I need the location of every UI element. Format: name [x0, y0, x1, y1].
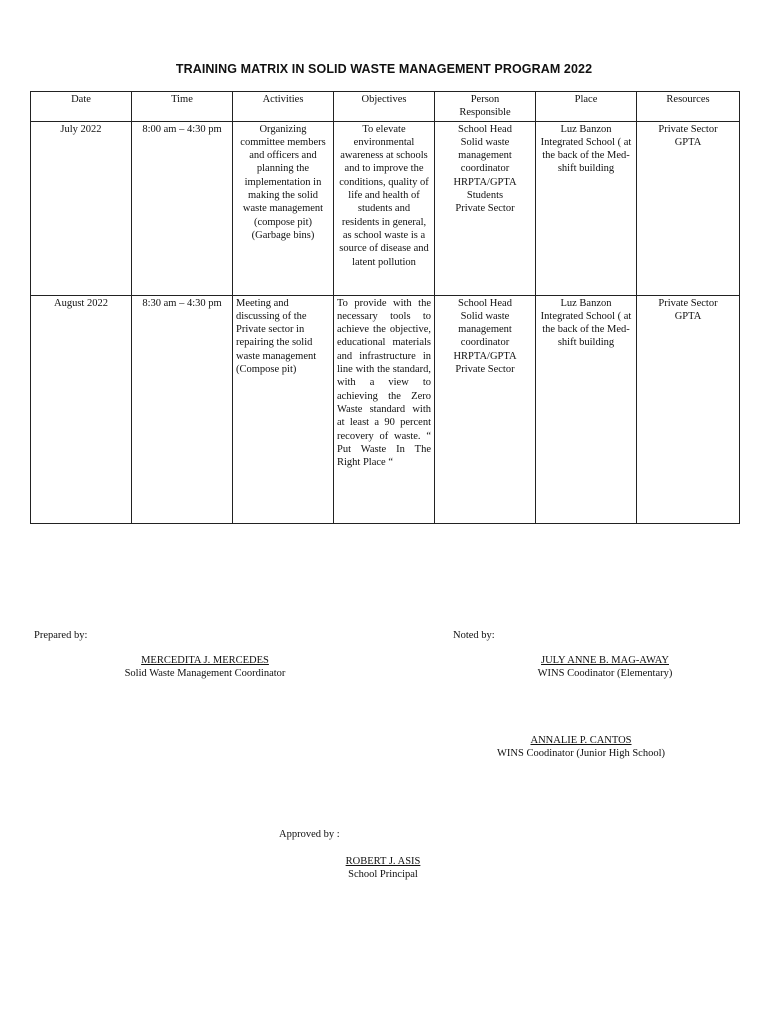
person-line: HRPTA/GPTA: [453, 350, 517, 362]
cell-time: 8:30 am – 4:30 pm: [132, 295, 233, 523]
person-line: Solid waste management coordinator: [458, 136, 512, 175]
resource-line: Private Sector: [658, 123, 718, 135]
prepared-by-name: MERCEDITA J. MERCEDES: [141, 655, 269, 666]
header-objectives: Objectives: [334, 92, 435, 122]
person-line: School Head: [458, 297, 512, 309]
cell-date: August 2022: [31, 295, 132, 523]
cell-place: Luz Banzon Integrated School ( at the back of the Med-shift building: [536, 121, 637, 295]
cell-person-responsible: [435, 295, 536, 523]
noted-by-block-2: [436, 734, 726, 760]
approved-by-block: [253, 855, 513, 881]
approved-by-label: Approved by :: [279, 829, 340, 840]
header-place: Place: [536, 92, 637, 122]
header-date: Date: [31, 92, 132, 122]
noted-by-block-1: [460, 654, 750, 680]
person-line: Private Sector: [455, 364, 515, 376]
prepared-by-title: Solid Waste Management Coordinator: [124, 668, 286, 679]
person-line: Private Sector: [455, 203, 515, 215]
cell-person-responsible: [435, 121, 536, 295]
resource-line: GPTA: [674, 136, 702, 148]
noted-by-name-1: JULY ANNE B. MAG-AWAY: [541, 655, 669, 666]
prepared-by-block: [60, 654, 350, 680]
cell-resources: [637, 295, 740, 523]
approved-by-name: ROBERT J. ASIS: [345, 856, 421, 867]
cell-objectives: To provide with the necessary tools to achieve the objective, educational materials and infrastructure in line with the standard, with a view to achieving the Zero Waste standard with at least a 90 percent recovery of waste. “ Put Waste In The Right Place “: [334, 295, 435, 523]
prepared-by-label: Prepared by:: [34, 630, 88, 641]
header-activities: Activities: [233, 92, 334, 122]
cell-date: July 2022: [31, 121, 132, 295]
noted-by-label: Noted by:: [453, 630, 495, 641]
document-title: TRAINING MATRIX IN SOLID WASTE MANAGEMENT PROGRAM 2022: [175, 62, 593, 76]
person-line: Students: [466, 190, 504, 202]
person-line: Solid waste management coordinator: [458, 310, 512, 349]
noted-by-title-2: WINS Coodinator (Junior High School): [497, 748, 665, 759]
header-time: Time: [132, 92, 233, 122]
resource-line: Private Sector: [658, 297, 718, 309]
header-person-responsible: Person Responsible: [435, 92, 536, 122]
resource-line: GPTA: [674, 310, 702, 322]
person-line: HRPTA/GPTA: [453, 176, 517, 188]
cell-activities: Meeting and discussing of the Private sector in repairing the solid waste management (Compose pit): [233, 295, 334, 523]
person-line: School Head: [458, 123, 512, 135]
training-matrix-table: [30, 91, 740, 524]
cell-objectives: To elevate environmental awareness at schools and to improve the conditions, quality of life and health of students and residents in general, as school waste is a source of disease and latent pollution: [334, 121, 435, 295]
cell-resources: [637, 121, 740, 295]
noted-by-name-2: ANNALIE P. CANTOS: [530, 735, 632, 746]
cell-activities: Organizing committee members and officers and planning the implementation in making the solid waste management (compose pit) (Garbage bins): [233, 121, 334, 295]
cell-time: 8:00 am – 4:30 pm: [132, 121, 233, 295]
table-header-row: [31, 92, 740, 122]
noted-by-title-1: WINS Coodinator (Elementary): [537, 668, 673, 679]
table-row: [31, 121, 740, 295]
table-row: [31, 295, 740, 523]
header-resources: Resources: [637, 92, 740, 122]
cell-place: Luz Banzon Integrated School ( at the back of the Med-shift building: [536, 295, 637, 523]
approved-by-title: School Principal: [348, 869, 418, 880]
